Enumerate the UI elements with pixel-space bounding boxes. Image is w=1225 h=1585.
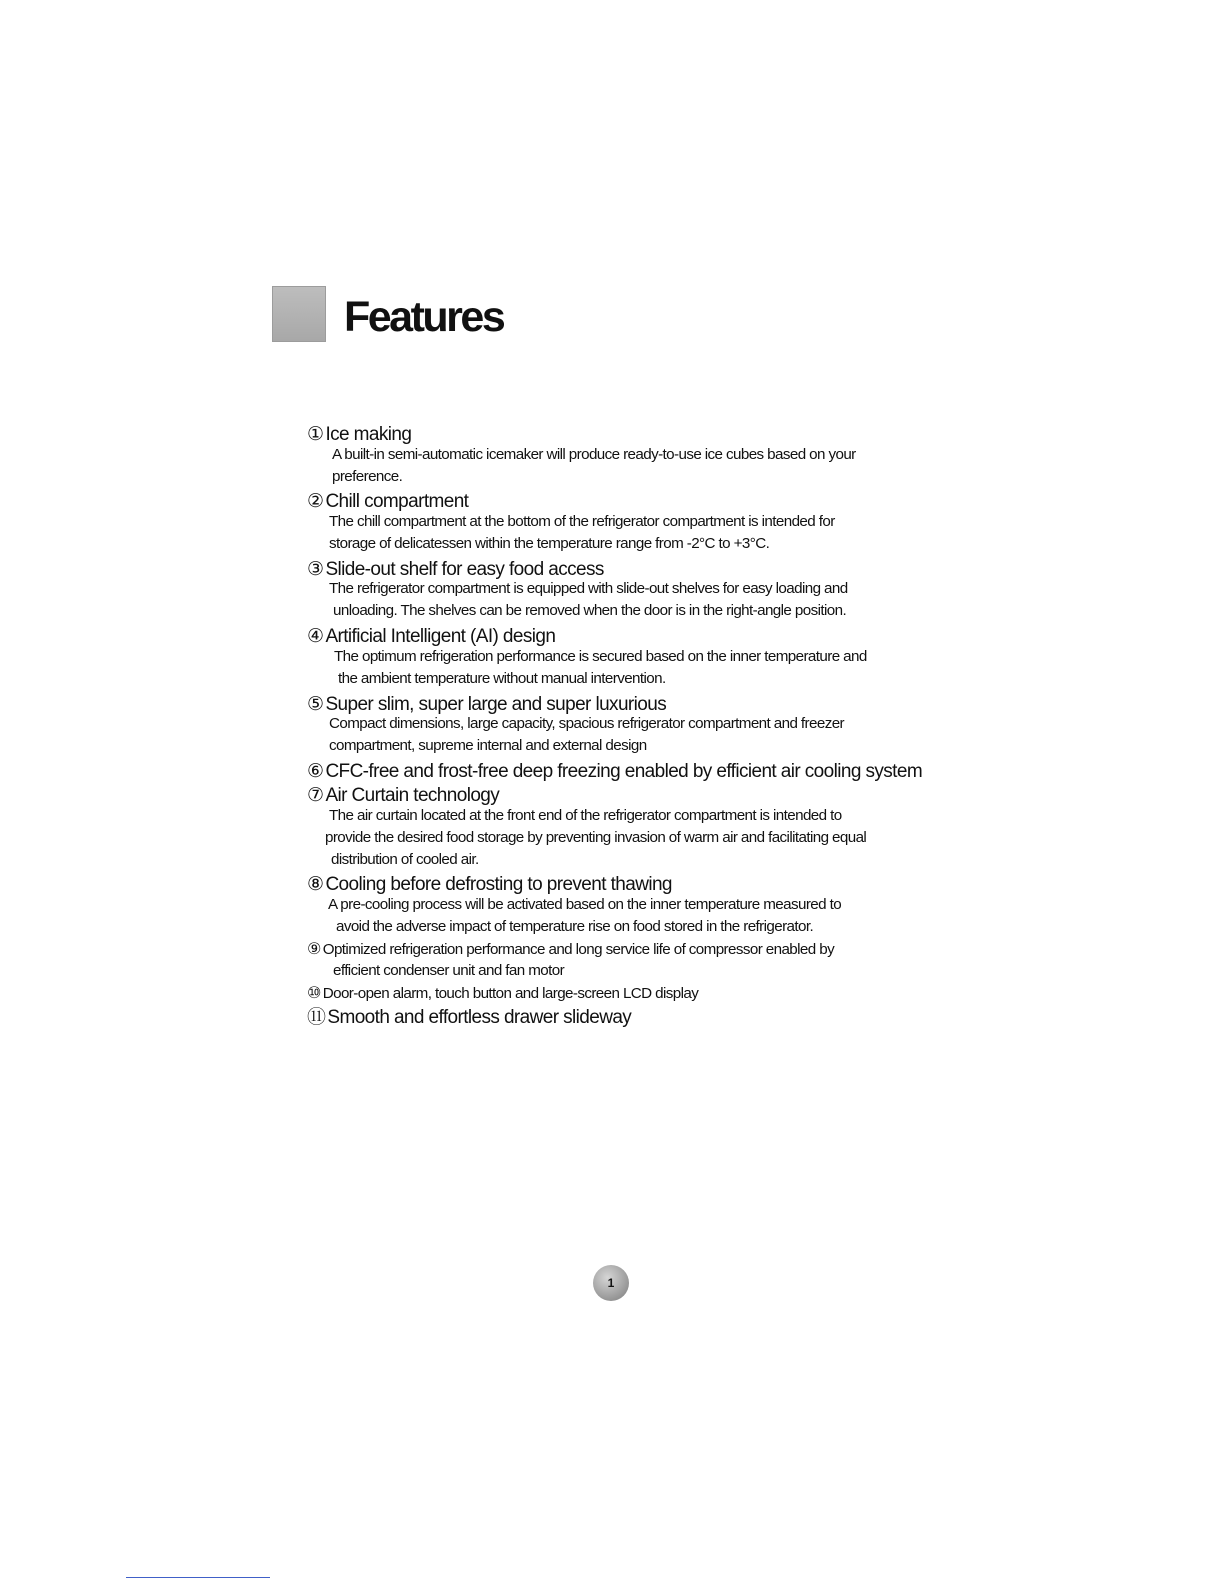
- feature-title: ① Ice making: [307, 423, 412, 445]
- feature-description-line: distribution of cooled air.: [331, 851, 479, 868]
- footnote-divider: [126, 1577, 270, 1578]
- feature-title: ⑨ Optimized refrigeration performance and long service life of compressor enabled by: [307, 939, 835, 958]
- feature-title: ⑪ Smooth and effortless drawer slideway: [307, 1006, 632, 1028]
- feature-number: ⑦: [307, 784, 324, 806]
- feature-title: ⑧ Cooling before defrosting to prevent thawing: [307, 873, 672, 895]
- feature-description-line: avoid the adverse impact of temperature rise on food stored in the refrigerator.: [336, 918, 814, 935]
- feature-number: ③: [307, 558, 324, 580]
- feature-number: ⑧: [307, 873, 324, 895]
- feature-number: ④: [307, 625, 324, 647]
- feature-description-line: efficient condenser unit and fan motor: [333, 962, 565, 979]
- feature-description-line: unloading. The shelves can be removed when the door is in the right-angle position.: [333, 602, 847, 619]
- feature-title: ② Chill compartment: [307, 490, 469, 512]
- feature-description-line: the ambient temperature without manual intervention.: [338, 670, 666, 687]
- feature-description-line: provide the desired food storage by preventing invasion of warm air and facilitating equal: [325, 829, 867, 846]
- feature-description-line: Compact dimensions, large capacity, spacious refrigerator compartment and freezer: [329, 715, 844, 732]
- feature-title: ⑥ CFC-free and frost-free deep freezing enabled by efficient air cooling system: [307, 760, 923, 782]
- feature-description-line: compartment, supreme internal and external design: [329, 737, 647, 754]
- feature-description-line: A built-in semi-automatic icemaker will produce ready-to-use ice cubes based on your: [332, 446, 856, 463]
- feature-number: ⑨: [307, 939, 321, 958]
- feature-title: ⑩ Door-open alarm, touch button and large-screen LCD display: [307, 983, 699, 1002]
- feature-number: ⑪: [307, 1006, 326, 1028]
- feature-number: ①: [307, 423, 324, 445]
- feature-title: ③ Slide-out shelf for easy food access: [307, 558, 604, 580]
- feature-number: ②: [307, 490, 324, 512]
- feature-description-line: The air curtain located at the front end of the refrigerator compartment is intended to: [329, 807, 842, 824]
- feature-description-line: The refrigerator compartment is equipped with slide-out shelves for easy loading and: [329, 580, 848, 597]
- feature-description-line: The chill compartment at the bottom of the refrigerator compartment is intended for: [329, 513, 835, 530]
- feature-title: ④ Artificial Intelligent (AI) design: [307, 625, 556, 647]
- feature-number: ⑥: [307, 760, 324, 782]
- feature-description-line: The optimum refrigeration performance is secured based on the inner temperature and: [334, 648, 867, 665]
- page-title: Features: [344, 293, 504, 341]
- page-number-badge: 1: [593, 1265, 629, 1301]
- feature-description-line: storage of delicatessen within the temperature range from -2°C to +3°C.: [329, 535, 770, 552]
- feature-title: ⑦ Air Curtain technology: [307, 784, 500, 806]
- feature-number: ⑩: [307, 983, 321, 1002]
- feature-description-line: A pre-cooling process will be activated based on the inner temperature measured to: [328, 896, 842, 913]
- feature-title: ⑤ Super slim, super large and super luxurious: [307, 693, 667, 715]
- feature-description-line: preference.: [332, 468, 403, 485]
- feature-number: ⑤: [307, 693, 324, 715]
